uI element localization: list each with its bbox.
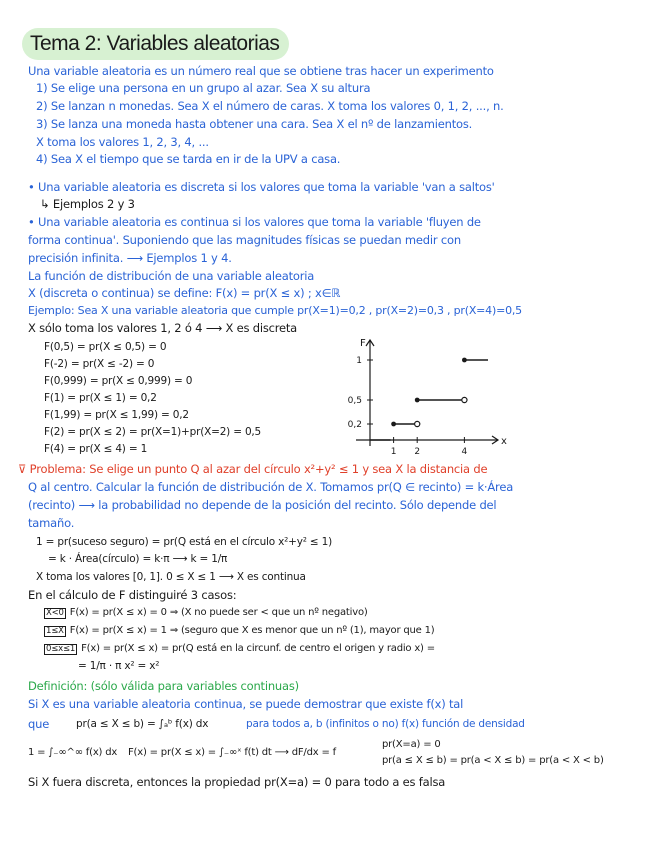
intro-definition: Una variable aleatoria es un número real que se obtiene tras hacer un experimento <box>28 64 494 78</box>
distribution-line: La función de distribución de una variable aleatoria <box>28 269 315 283</box>
calc-line: F(4) = pr(X ≤ 4) = 1 <box>44 443 148 455</box>
y-tick-label: 1 <box>356 356 362 366</box>
open-point <box>415 421 420 426</box>
problem-line <box>18 462 487 476</box>
x-axis-label: x <box>501 436 507 447</box>
density-integral: pr(a ≤ X ≤ b) = ∫ₐᵇ f(x) dx <box>76 718 209 730</box>
open-point <box>462 397 467 402</box>
calc-line: F(2) = pr(X ≤ 2) = pr(X=1)+pr(X=2) = 0,5 <box>44 426 262 438</box>
density-point-prob: pr(X=a) = 0 <box>382 739 441 750</box>
example-line: 4) Sea X el tiempo que se tarda en ir de la UPV a casa. <box>36 152 341 166</box>
example-line: 3) Se lanza una moneda hasta obtener una cara. Sea X el nº de lanzamientos. <box>36 117 473 131</box>
example-discrete-note: X sólo toma los valores 1, 2 ó 4 ⟶ X es discreta <box>28 321 298 335</box>
problem-line: Q al centro. Calcular la función de distribución de X. Tomamos pr(Q ∈ recinto) = k·Área <box>28 480 514 494</box>
density-que: que <box>28 717 50 731</box>
density-cdf: F(x) = pr(X ≤ x) = ∫₋∞ˣ f(t) dt ⟶ dF/dx = f <box>128 747 336 758</box>
case-line <box>44 642 435 656</box>
density-interval-prob: pr(a ≤ X ≤ b) = pr(a < X ≤ b) = pr(a < X < b) <box>382 755 604 766</box>
problem-work: En el cálculo de F distinguiré 3 casos: <box>28 588 237 602</box>
case-line <box>44 624 434 638</box>
density-line: Si X es una variable aleatoria continua, se puede demostrar que existe f(x) tal <box>28 697 464 711</box>
discrete-examples: ↳ Ejemplos 2 y 3 <box>40 197 135 211</box>
page-title: Tema 2: Variables aleatorias <box>30 32 280 55</box>
calc-line: F(0,5) = pr(X ≤ 0,5) = 0 <box>44 341 167 353</box>
case-label: X<0 <box>46 608 64 618</box>
case-result: = 1/π · π x² = x² <box>78 660 160 672</box>
continuous-definition: precisión infinita. ⟶ Ejemplos 1 y 4. <box>28 251 232 265</box>
case-text: F(x) = pr(X ≤ x) = pr(Q está en la circunf. de centro el origen y radio x) = <box>81 643 435 654</box>
y-tick-label: 0,2 <box>347 420 362 430</box>
x-tick-label: 4 <box>461 447 468 457</box>
density-condition: para todos a, b (infinitos o no) f(x) función de densidad <box>246 718 525 730</box>
calc-line: F(1) = pr(X ≤ 1) = 0,2 <box>44 392 157 404</box>
x-tick-label: 2 <box>414 447 421 457</box>
calc-line: F(-2) = pr(X ≤ -2) = 0 <box>44 358 155 370</box>
case-text: F(x) = pr(X ≤ x) = 0 ⇒ (X no puede ser < que un nº negativo) <box>69 607 368 618</box>
case-label: 0≤x≤1 <box>46 644 76 654</box>
problem-line: (recinto) ⟶ la probabilidad no depende de la posición del recinto. Sólo depende del <box>28 498 497 512</box>
density-note: Si X fuera discreta, entonces la propiedad pr(X=a) = 0 para todo a es falsa <box>28 775 446 789</box>
problem-work: = k · Área(círculo) = k·π ⟶ k = 1/π <box>48 553 228 565</box>
x-tick-label: 1 <box>390 447 397 457</box>
example-line: X toma los valores 1, 2, 3, 4, ... <box>36 135 209 149</box>
problem-work: 1 = pr(suceso seguro) = pr(Q está en el círculo x²+y² ≤ 1) <box>36 536 332 548</box>
problem-heading: ⊽ Problema: Se elige un punto Q al azar del círculo x²+y² ≤ 1 y sea X la distancia de <box>18 462 488 476</box>
y-axis-label: F <box>360 338 366 349</box>
case-line <box>44 606 368 620</box>
calc-line: F(0,999) = pr(X ≤ 0,999) = 0 <box>44 375 193 387</box>
density-heading: Definición: (sólo válida para variables continuas) <box>28 679 299 693</box>
case-text: F(x) = pr(X ≤ x) = 1 ⇒ (seguro que X es menor que un nº (1), mayor que 1) <box>69 625 435 636</box>
title-highlight <box>22 28 289 60</box>
y-tick-label: 0,5 <box>347 396 362 406</box>
discrete-definition: • Una variable aleatoria es discreta si los valores que toma la variable 'van a saltos' <box>28 180 495 194</box>
continuous-definition: forma continua'. Suponiendo que las magnitudes físicas se puedan medir con <box>28 233 461 247</box>
problem-work: X toma los valores [0, 1]. 0 ≤ X ≤ 1 ⟶ X es continua <box>36 571 306 583</box>
calc-line: F(1,99) = pr(X ≤ 1,99) = 0,2 <box>44 409 189 421</box>
density-normalization: 1 = ∫₋∞^∞ f(x) dx <box>28 747 118 758</box>
distribution-line: X (discreta o continua) se define: F(x) = pr(X ≤ x) ; x∈ℝ <box>28 286 341 300</box>
example-line: 2) Se lanzan n monedas. Sea X el número de caras. X toma los valores 0, 1, 2, ..., n. <box>36 99 504 113</box>
example-statement: Ejemplo: Sea X una variable aleatoria que cumple pr(X=1)=0,2 , pr(X=2)=0,3 , pr(X=4)=0,5 <box>28 304 522 317</box>
distribution-step-chart <box>318 334 507 460</box>
continuous-definition: • Una variable aleatoria es continua si los valores que toma la variable 'fluyen de <box>28 215 481 229</box>
case-label: 1≤X <box>46 626 64 636</box>
problem-line: tamaño. <box>28 516 75 530</box>
example-line: 1) Se elige una persona en un grupo al azar. Sea X su altura <box>36 81 371 95</box>
